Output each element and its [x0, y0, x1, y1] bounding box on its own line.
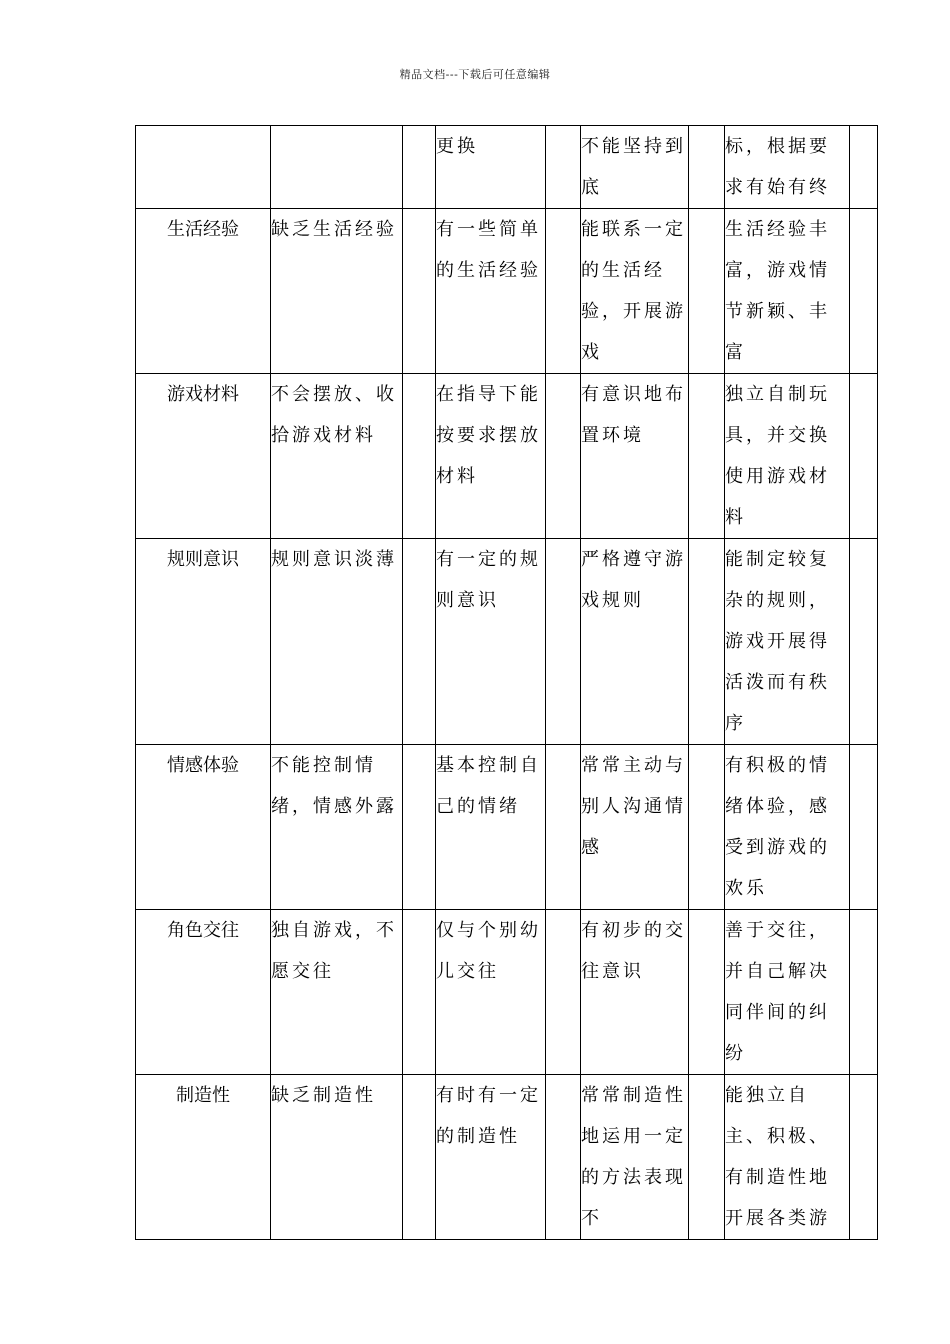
blank-cell: [689, 1075, 725, 1240]
cell-level-4: 能独立自主、积极、有制造性地开展各类游: [725, 1075, 850, 1240]
table-row: [136, 374, 878, 539]
row-label: 规则意识: [136, 539, 271, 745]
blank-cell: [689, 374, 725, 539]
blank-cell: [689, 745, 725, 910]
cell-level-2: 基本控制自己的情绪: [436, 745, 546, 910]
blank-cell: [403, 209, 436, 374]
cell-level-2: 有一定的规则意识: [436, 539, 546, 745]
cell-level-1: 独自游戏，不愿交往: [271, 910, 403, 1075]
cell-level-1: 规则意识淡薄: [271, 539, 403, 745]
blank-cell: [546, 539, 581, 745]
blank-cell: [403, 745, 436, 910]
table-row: [136, 539, 878, 745]
blank-cell: [850, 539, 878, 745]
blank-cell: [689, 539, 725, 745]
blank-cell: [546, 374, 581, 539]
row-label: 角色交往: [136, 910, 271, 1075]
cell-level-3: 常常制造性地运用一定的方法表现不: [581, 1075, 689, 1240]
cell-level-3: 严格遵守游戏规则: [581, 539, 689, 745]
cell-level-4: 标，根据要求有始有终: [725, 126, 850, 209]
cell-level-2: 在指导下能按要求摆放材料: [436, 374, 546, 539]
cell-level-4: 生活经验丰富，游戏情节新颖、丰富: [725, 209, 850, 374]
blank-cell: [850, 209, 878, 374]
cell-level-4: 有积极的情绪体验，感受到游戏的欢乐: [725, 745, 850, 910]
row-label: 游戏材料: [136, 374, 271, 539]
blank-cell: [689, 209, 725, 374]
blank-cell: [546, 1075, 581, 1240]
cell-level-3: 常常主动与别人沟通情感: [581, 745, 689, 910]
cell-level-3: 不能坚持到底: [581, 126, 689, 209]
cell-level-2: 仅与个别幼儿交往: [436, 910, 546, 1075]
table-row: [136, 745, 878, 910]
blank-cell: [850, 745, 878, 910]
blank-cell: [403, 374, 436, 539]
blank-cell: [546, 209, 581, 374]
blank-cell: [403, 126, 436, 209]
blank-cell: [546, 126, 581, 209]
blank-cell: [850, 126, 878, 209]
cell-level-2: 有一些简单的生活经验: [436, 209, 546, 374]
cell-level-1: 缺乏制造性: [271, 1075, 403, 1240]
cell-level-1: [271, 126, 403, 209]
row-label: [136, 126, 271, 209]
blank-cell: [546, 745, 581, 910]
blank-cell: [850, 374, 878, 539]
blank-cell: [403, 910, 436, 1075]
row-label: 生活经验: [136, 209, 271, 374]
cell-level-1: 不能控制情绪，情感外露: [271, 745, 403, 910]
cell-level-2: 更换: [436, 126, 546, 209]
cell-level-3: 能联系一定的生活经验，开展游戏: [581, 209, 689, 374]
blank-cell: [403, 539, 436, 745]
table-row: [136, 1075, 878, 1240]
table-row: [136, 910, 878, 1075]
blank-cell: [546, 910, 581, 1075]
row-label: 制造性: [136, 1075, 271, 1240]
blank-cell: [850, 910, 878, 1075]
cell-level-2: 有时有一定的制造性: [436, 1075, 546, 1240]
cell-level-1: 不会摆放、收拾游戏材料: [271, 374, 403, 539]
cell-level-3: 有初步的交往意识: [581, 910, 689, 1075]
cell-level-4: 善于交往，并自己解决同伴间的纠纷: [725, 910, 850, 1075]
blank-cell: [403, 1075, 436, 1240]
page-header: 精品文档---下载后可任意编辑: [399, 68, 551, 81]
table-row: [136, 209, 878, 374]
cell-level-4: 独立自制玩具，并交换使用游戏材料: [725, 374, 850, 539]
cell-level-4: 能制定较复杂的规则，游戏开展得活泼而有秩序: [725, 539, 850, 745]
evaluation-table: [135, 125, 878, 1240]
blank-cell: [850, 1075, 878, 1240]
table-row: [136, 126, 878, 209]
blank-cell: [689, 910, 725, 1075]
cell-level-1: 缺乏生活经验: [271, 209, 403, 374]
row-label: 情感体验: [136, 745, 271, 910]
cell-level-3: 有意识地布置环境: [581, 374, 689, 539]
blank-cell: [689, 126, 725, 209]
